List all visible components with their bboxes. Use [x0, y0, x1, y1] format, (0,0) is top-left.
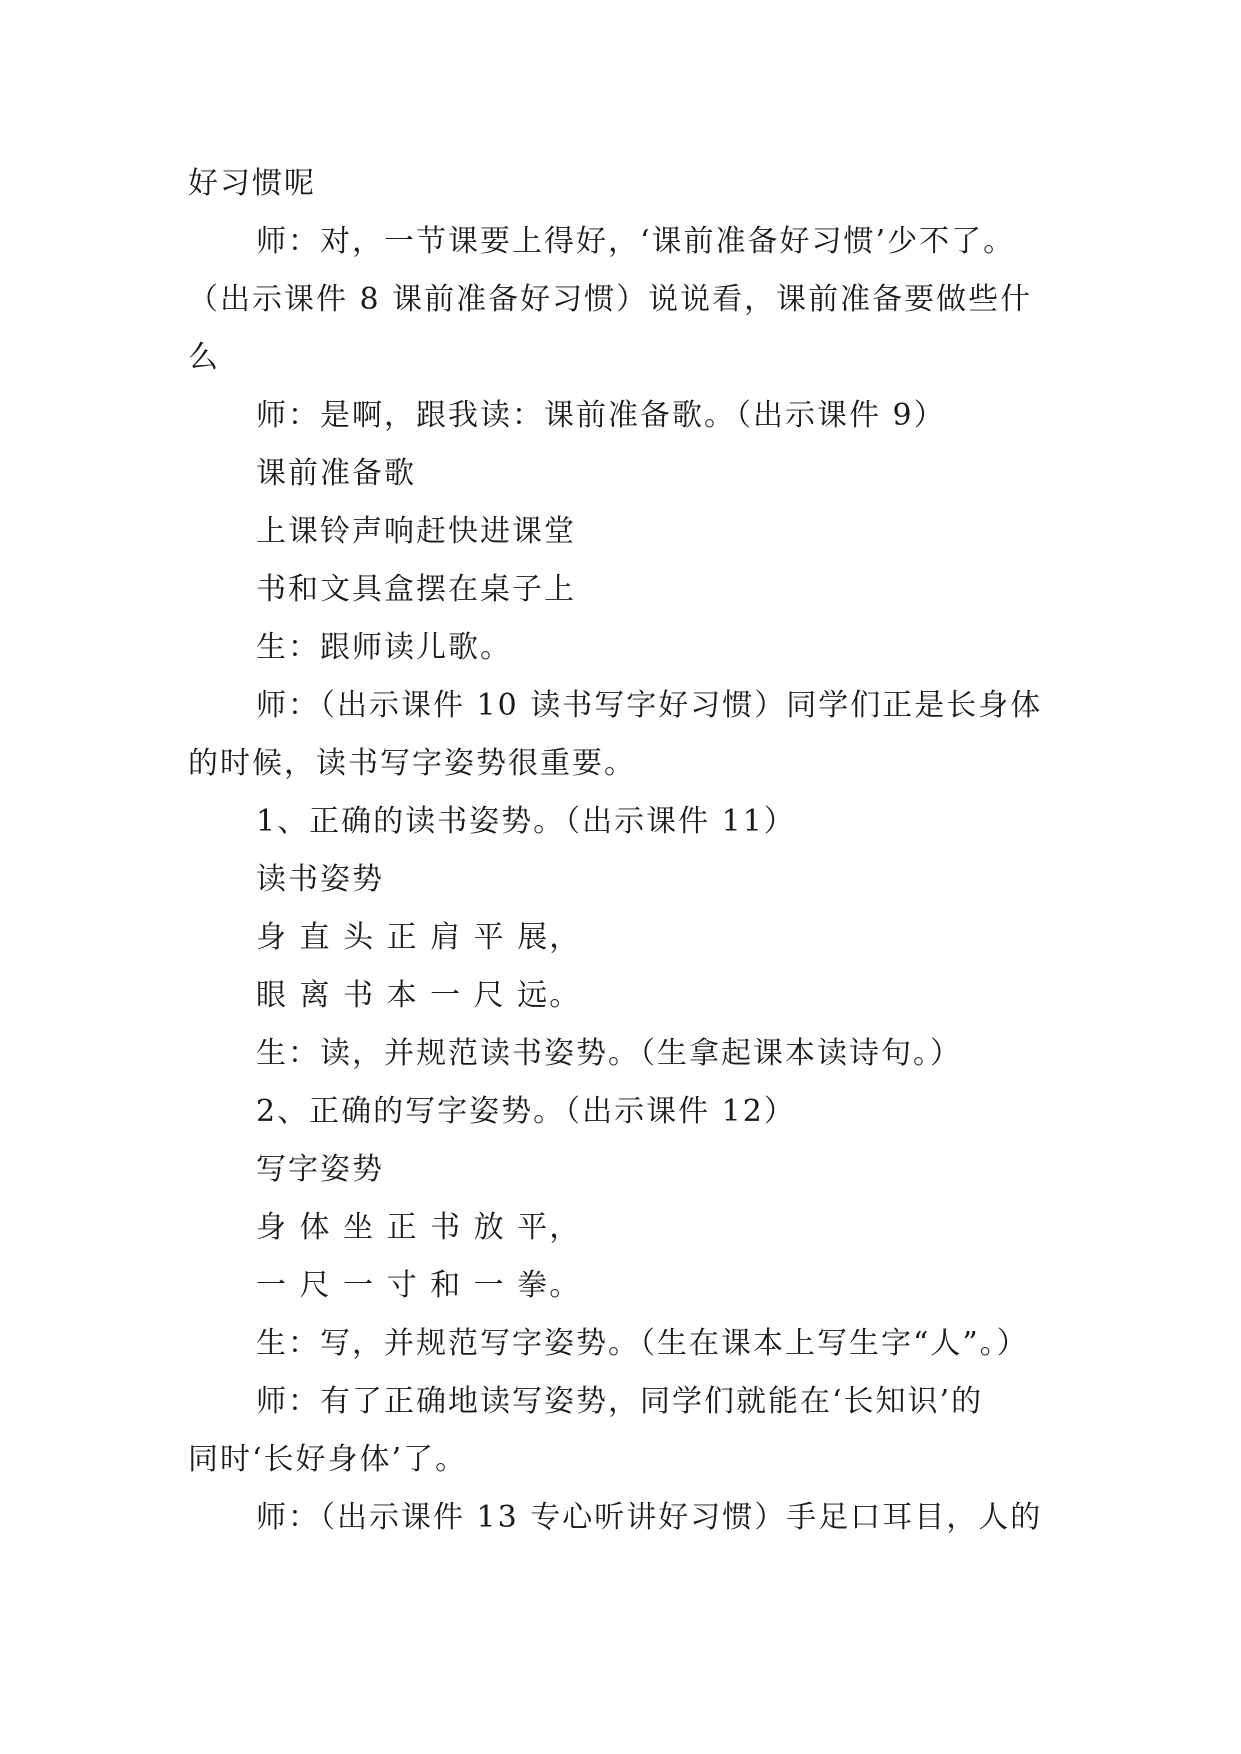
text-line: 师：（出示课件 13 专心听讲好习惯）手足口耳目，人的: [256, 1500, 1043, 1535]
text-line: 眼 离 书 本 一 尺 远。: [256, 978, 582, 1013]
text-line: 生：跟师读儿歌。: [256, 630, 512, 665]
text-line: 师：对，一节课要上得好，‘课前准备好习惯’少不了。: [256, 224, 1016, 259]
text-line: 同时‘长好身体’了。: [188, 1442, 468, 1477]
text-line: 么: [188, 340, 220, 375]
text-line: 生：读，并规范读书姿势。（生拿起课本读诗句。）: [256, 1036, 962, 1071]
text-line: 的时候，读书写字姿势很重要。: [188, 746, 636, 781]
text-line: 书和文具盒摆在桌子上: [256, 572, 576, 607]
text-line: 师：（出示课件 10 读书写字好习惯）同学们正是长身体: [256, 688, 1043, 723]
text-line: 写字姿势: [256, 1152, 384, 1187]
text-line: 1、正确的读书姿势。（出示课件 11）: [256, 804, 796, 839]
text-line: 课前准备歌: [256, 456, 416, 491]
text-line: 2、正确的写字姿势。（出示课件 12）: [256, 1094, 796, 1129]
text-line: 身 体 坐 正 书 放 平，: [256, 1210, 582, 1245]
text-line: 好习惯呢: [188, 166, 316, 201]
text-line: 师：是啊，跟我读：课前准备歌。（出示课件 9）: [256, 398, 946, 433]
text-line: 师：有了正确地读写姿势，同学们就能在‘长知识’的: [256, 1384, 984, 1419]
text-line: 身 直 头 正 肩 平 展，: [256, 920, 582, 955]
text-line: 读书姿势: [256, 862, 384, 897]
text-line: 上课铃声响赶快进课堂: [256, 514, 576, 549]
text-line: 一 尺 一 寸 和 一 拳。: [256, 1268, 582, 1303]
text-line: 生：写，并规范写字姿势。（生在课本上写生字“人”。）: [256, 1326, 1029, 1361]
text-line: （出示课件 8 课前准备好习惯）说说看，课前准备要做些什: [188, 282, 1033, 317]
